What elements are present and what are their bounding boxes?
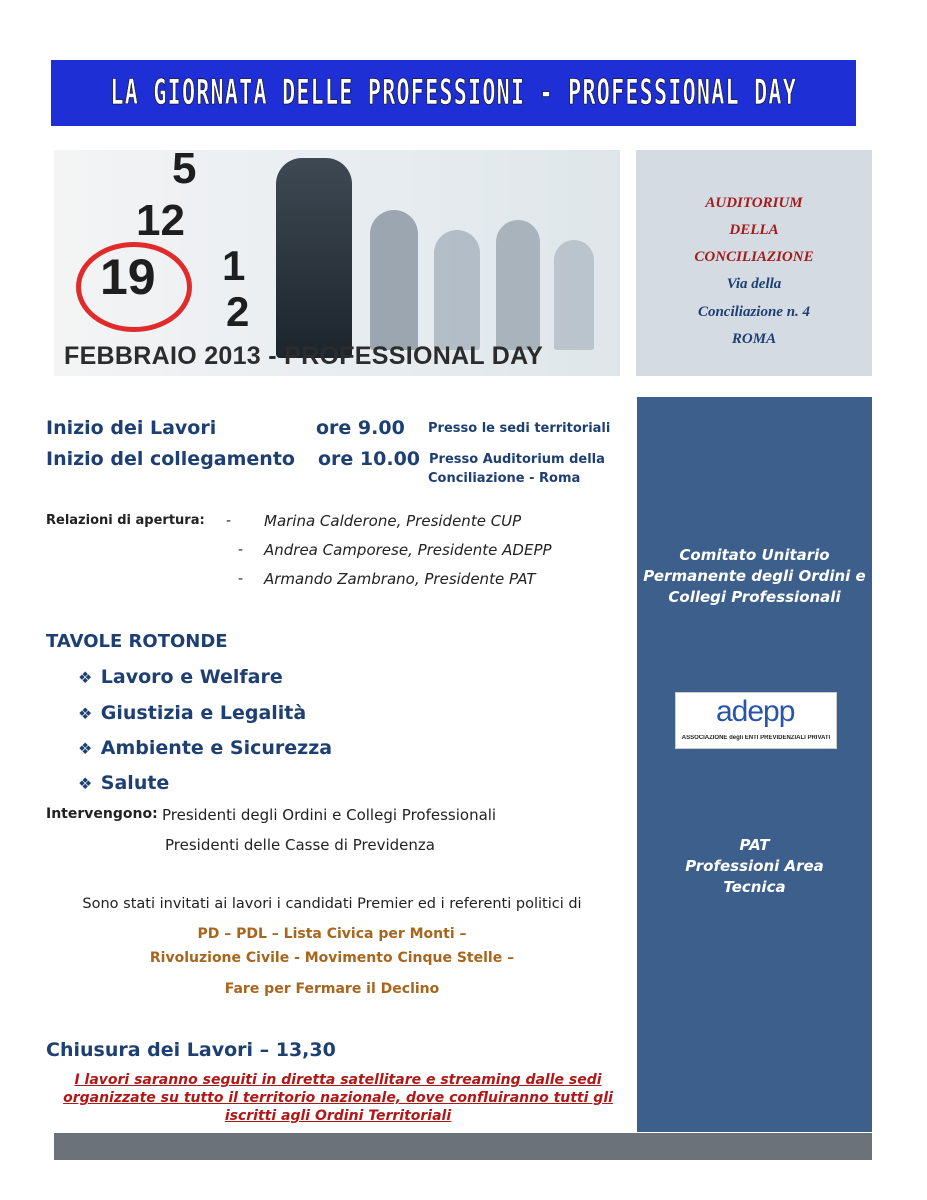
venue-line: Conciliazione n. 4 [697,304,811,320]
diamond-bullet-icon: ❖ [78,670,93,687]
calendar-number: 1 [222,242,246,289]
speakers-label: Intervengono: [46,806,158,822]
link-label: Inizio del collegamento [46,448,295,470]
business-figure [554,240,594,350]
topic-label: Salute [100,772,170,794]
dash: - [226,513,232,529]
dash: - [238,542,244,558]
venue-box [636,150,872,376]
invited-intro: Sono stati invitati ai lavori i candidati Premier ed i referenti politici di [82,896,582,912]
business-figure [276,158,352,358]
cup-name: Comitato Unitario Permanente degli Ordini e Collegi Professionali [643,546,866,606]
diamond-bullet-icon: ❖ [78,706,93,723]
party-line: Fare per Fermare il Declino [224,981,440,997]
dash: - [238,571,244,587]
topic-item [78,772,169,794]
pat-line: PAT [739,836,770,854]
topic-label: Giustizia e Legalità [100,702,307,724]
start-place: Presso le sedi territoriali [428,421,611,436]
diamond-bullet-icon: ❖ [78,741,93,758]
business-figure [434,230,480,350]
opening-label: Relazioni di apertura: [46,513,205,528]
speakers-line: Presidenti degli Ordini e Collegi Professionali [162,806,497,824]
link-place: Presso Auditorium della [429,452,605,467]
pat-line: Professioni Area [685,857,824,875]
pat-line: Tecnica [723,878,786,896]
venue-line: AUDITORIUM [705,195,803,211]
footer-bar [54,1133,872,1160]
topic-item [78,666,283,688]
business-figure [370,210,418,350]
topic-item [78,702,306,724]
speakers-line: Presidenti delle Casse di Previdenza [165,836,435,854]
title-banner [51,60,856,126]
calendar-number: 2 [226,288,250,335]
page-title: LA GIORNATA DELLE PROFESSIONI - PROFESSIONAL DAY [110,73,797,113]
calendar-number: 12 [136,196,185,245]
diamond-bullet-icon: ❖ [78,776,93,793]
adepp-logo-subtitle: ASSOCIAZIONE degli ENTI PREVIDENZIALI PRIVATI [681,735,831,741]
calendar-number: 19 [100,249,156,305]
opening-speaker: Andrea Camporese, Presidente ADEPP [264,541,552,559]
hero-image [54,150,620,376]
link-place: Conciliazione - Roma [428,471,581,486]
start-label: Inizio dei Lavori [46,417,217,439]
sidebar [637,397,872,1132]
adepp-logo-text: adepp [716,695,795,728]
party-line: Rivoluzione Civile - Movimento Cinque Stelle – [149,950,515,966]
opening-speaker: Armando Zambrano, Presidente PAT [264,570,536,588]
opening-speaker: Marina Calderone, Presidente CUP [264,512,522,530]
closing-label: Chiusura dei Lavori – 13,30 [46,1039,336,1061]
topic-label: Lavoro e Welfare [100,666,283,688]
link-time: ore 10.00 [318,448,421,470]
start-time: ore 9.00 [316,417,405,439]
closing-notice: I lavori saranno seguiti in diretta satellitare e streaming dalle sedi organizzate su tutto il territorio nazionale, dove confluiranno tutti gli iscritti agli Ordini Territoriali [63,1072,613,1124]
topic-item [78,737,332,759]
venue-line: ROMA [731,331,777,347]
adepp-logo [675,692,837,749]
business-figure [496,220,540,350]
round-tables-heading: TAVOLE ROTONDE [46,631,228,652]
party-line: PD – PDL – Lista Civica per Monti – [197,926,467,942]
calendar-number: 5 [172,150,197,193]
venue-line: CONCILIAZIONE [694,249,814,265]
venue-line: Via della [726,276,782,292]
topic-label: Ambiente e Sicurezza [100,737,333,759]
hero-caption: FEBBRAIO 2013 - PROFESSIONAL DAY [64,342,544,370]
venue-line: DELLA [729,222,779,238]
